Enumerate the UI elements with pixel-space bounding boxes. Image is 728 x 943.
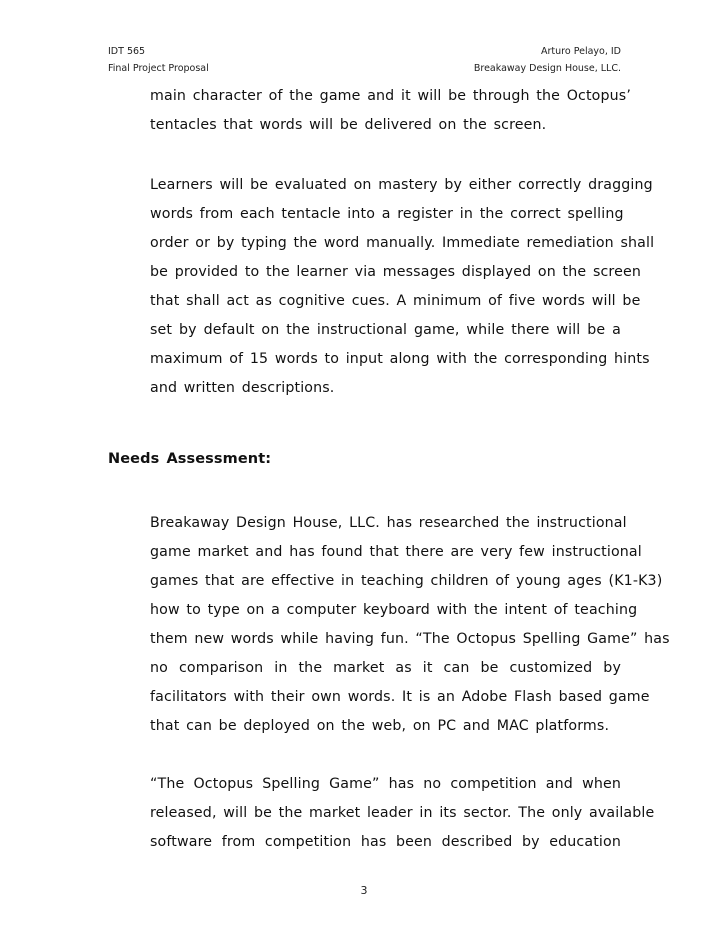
paragraph-evaluation [150, 171, 655, 403]
text-line: released, will be the market leader in its sector. The only available [150, 805, 655, 821]
header-course: IDT 565 [108, 46, 146, 57]
text-line: game market and has found that there are very few instructional [150, 544, 642, 560]
header-left [108, 43, 209, 77]
text-line: set by default on the instructional game, while there will be a [150, 322, 621, 338]
text-line: “The Octopus Spelling Game” has no competition and when [150, 776, 621, 792]
text-line: main character of the game and it will be through the Octopus’ [150, 88, 631, 104]
section-heading-needs-assessment: Needs Assessment: [108, 451, 272, 467]
header-doc-type: Final Project Proposal [108, 63, 209, 74]
header-company: Breakaway Design House, LLC. [473, 63, 621, 74]
text-line: facilitators with their own words. It is an Adobe Flash based game [150, 689, 650, 705]
text-line: games that are effective in teaching children of young ages (K1-K3) [150, 573, 663, 589]
page-number: 3 [360, 884, 368, 897]
text-line: software from competition has been described by education [150, 834, 621, 850]
text-line: Learners will be evaluated on mastery by either correctly dragging [150, 177, 653, 193]
text-line: maximum of 15 words to input along with the corresponding hints [150, 351, 650, 367]
text-line: no comparison in the market as it can be customized by [150, 660, 621, 676]
text-line: them new words while having fun. “The Octopus Spelling Game” has [150, 631, 670, 647]
text-line: and written descriptions. [150, 380, 335, 396]
paragraph-competition [150, 770, 655, 857]
text-line: Breakaway Design House, LLC. has researched the instructional [150, 515, 627, 531]
header-author: Arturo Pelayo, ID [541, 46, 621, 57]
header-right [474, 43, 621, 77]
text-line: that can be deployed on the web, on PC and MAC platforms. [150, 718, 610, 734]
text-line: how to type on a computer keyboard with the intent of teaching [150, 602, 638, 618]
text-line: tentacles that words will be delivered on the screen. [150, 117, 547, 133]
text-line: words from each tentacle into a register in the correct spelling [150, 206, 624, 222]
paragraph-intro-continuation [150, 82, 631, 140]
text-line: order or by typing the word manually. Immediate remediation shall [150, 235, 655, 251]
text-line: that shall act as cognitive cues. A minimum of five words will be [150, 293, 641, 309]
text-line: be provided to the learner via messages displayed on the screen [150, 264, 642, 280]
paragraph-market-research [150, 509, 670, 741]
